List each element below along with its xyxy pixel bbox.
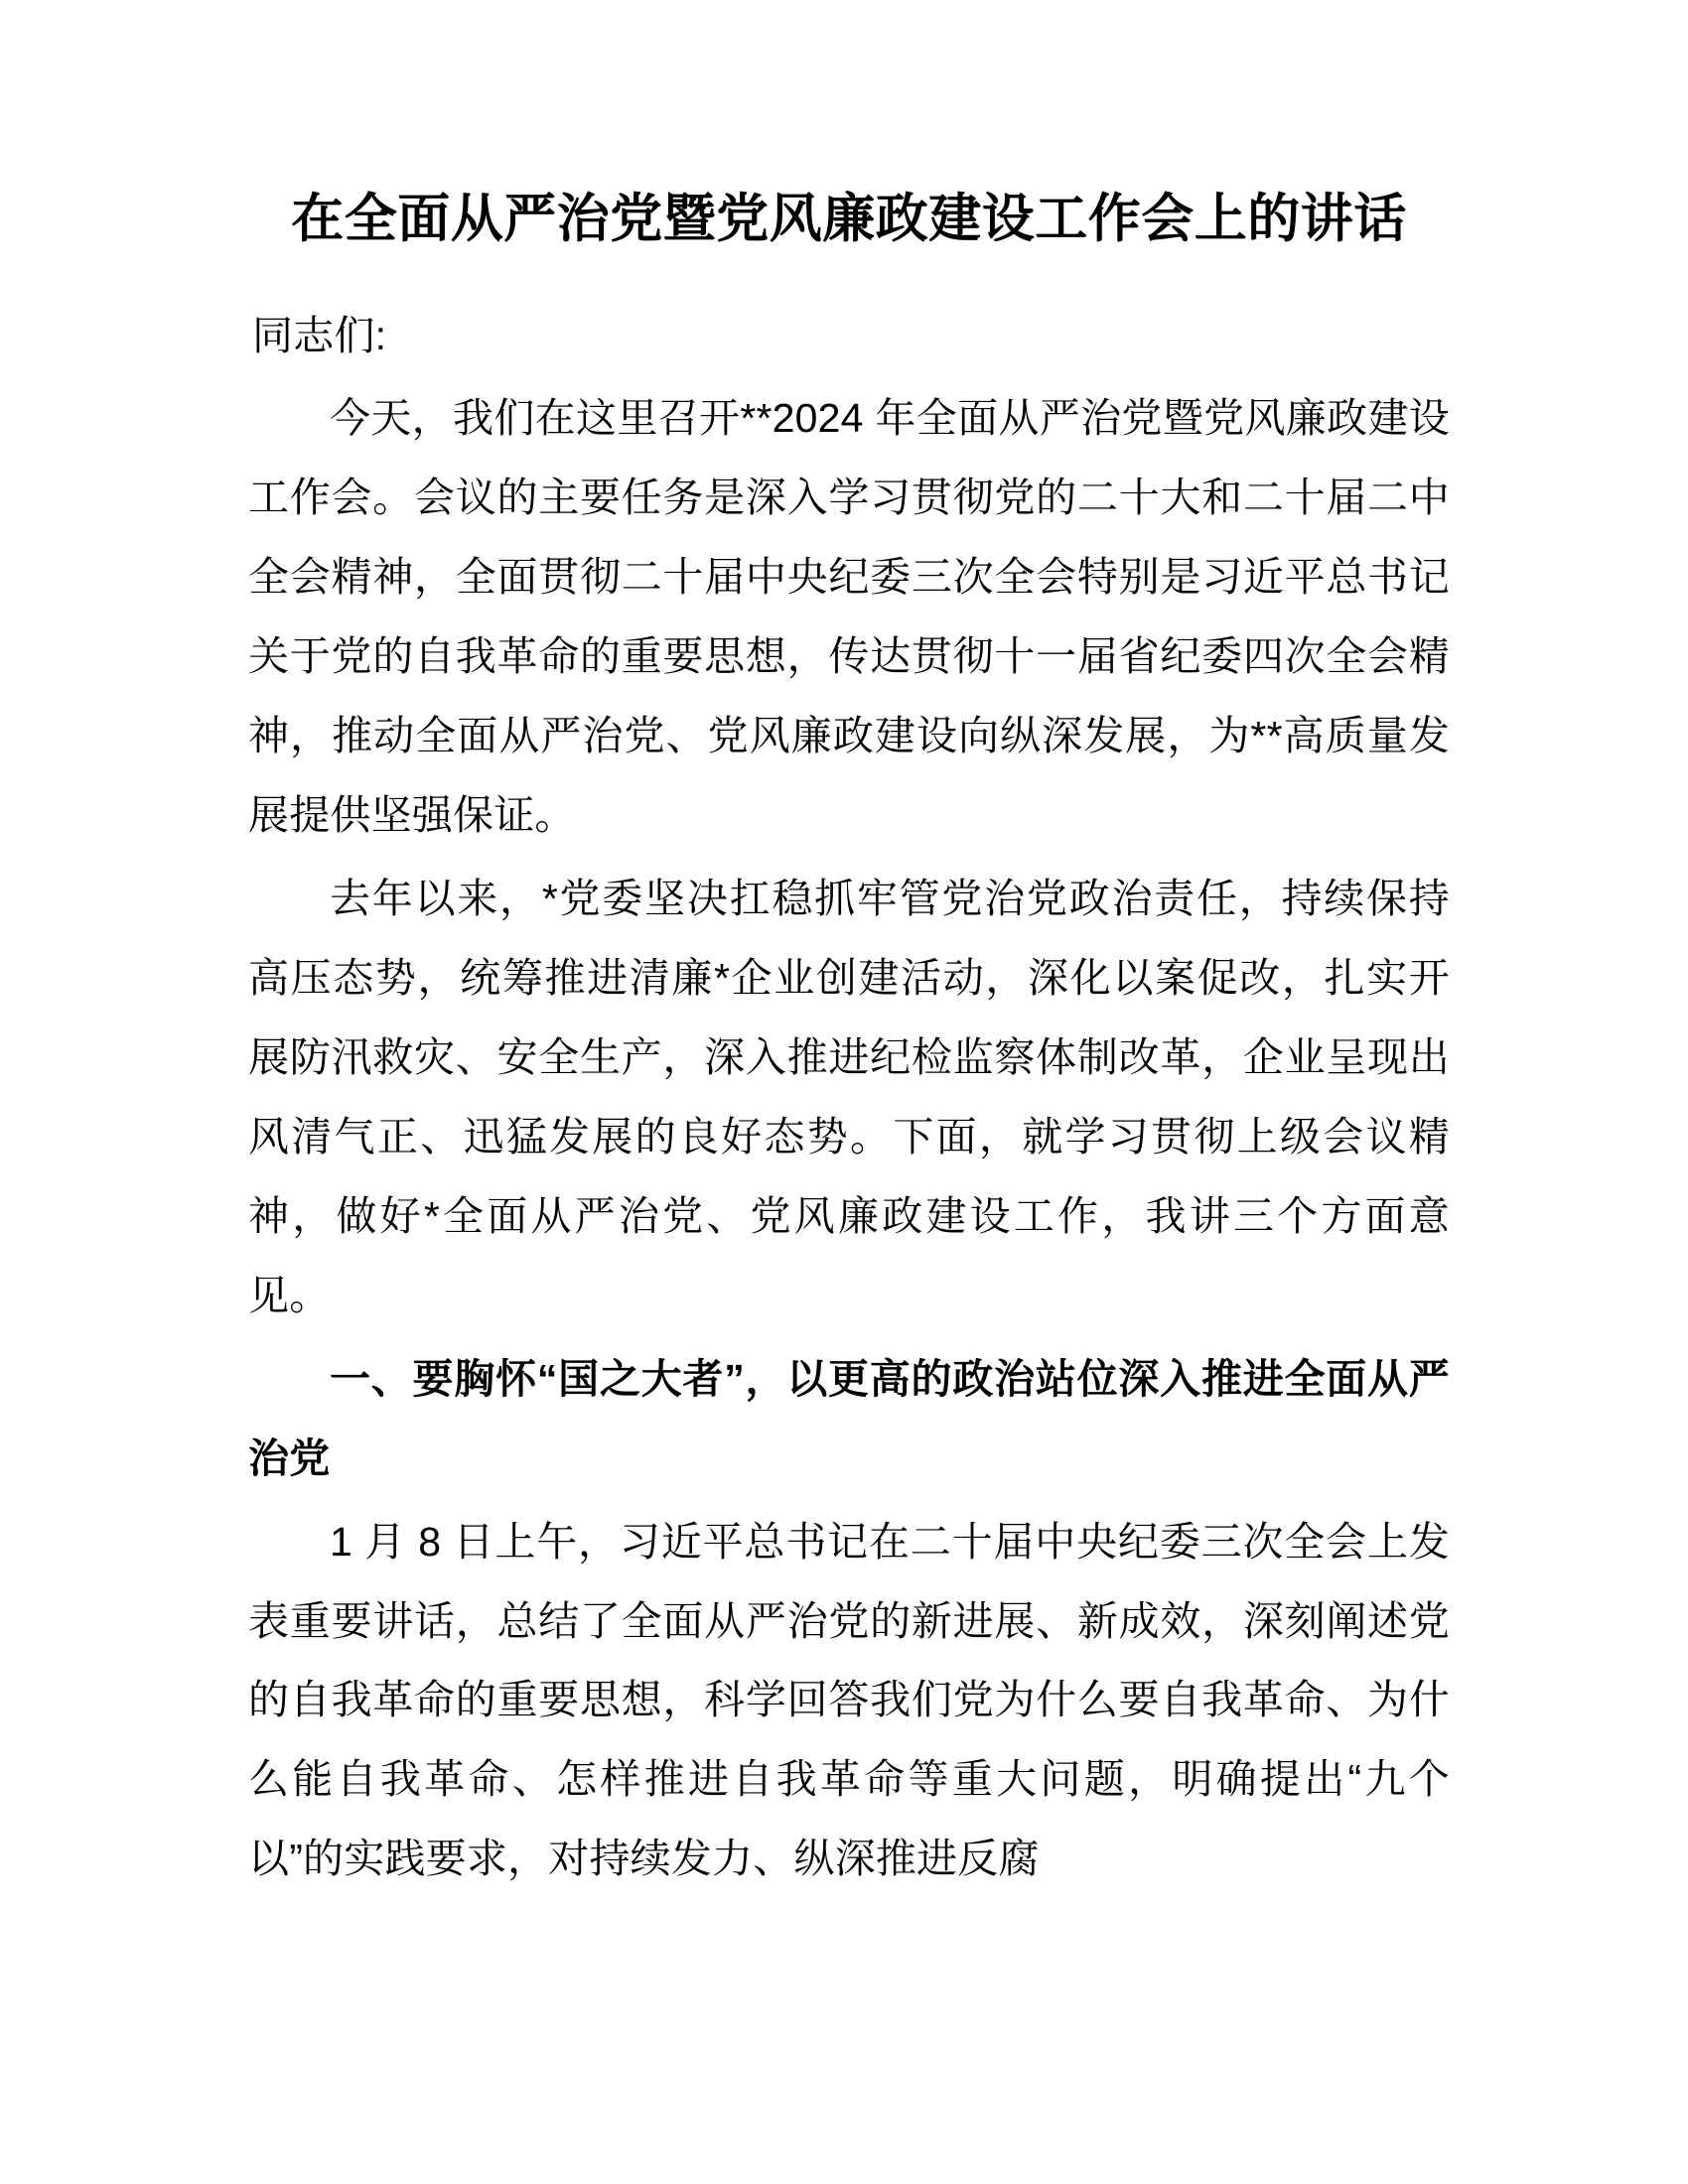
paragraph-section-one-body: 1 月 8 日上午，习近平总书记在二十届中央纪委三次全会上发表重要讲话，总结了全面从严治党的新进展、新成效，深刻阐述党的自我革命的重要思想，科学回答我们党为什么要自我革命、为什么能自我革命、怎样推进自我革命等重大问题，明确提出“九个以”的实践要求，对持续发力、纵深推进反腐 — [248, 1518, 1450, 1882]
section-heading-one: 一、要胸怀“国之大者”，以更高的政治站位深入推进全面从严治党 — [248, 1355, 1450, 1481]
page-title: 在全面从严治党暨党风廉政建设工作会上的讲话 — [291, 190, 1407, 248]
salutation: 同志们: — [252, 312, 387, 358]
paragraph-review: 去年以来，*党委坚决扛稳抓牢管党治党政治责任，持续保持高压态势，统筹推进清廉*企业创建活动，深化以案促改，扎实开展防汛救灾、安全生产，深入推进纪检监察体制改革，企业呈现出风清气正、迅猛发展的良好态势。下面，就学习贯彻上级会议精神，做好*全面从严治党、党风廉政建设工作，我讲三个方面意见。 — [248, 876, 1450, 1318]
document-body — [248, 0, 1450, 1899]
paragraph-opening: 今天，我们在这里召开**2024 年全面从严治党暨党风廉政建设工作会。会议的主要任务是深入学习贯彻党的二十大和二十届二中全会精神，全面贯彻二十届中央纪委三次全会特别是习近平总书记关于党的自我革命的重要思想，传达贯彻十一届省纪委四次全会精神，推动全面从严治党、党风廉政建设向纵深发展，为**高质量发展提供坚强保证。 — [248, 395, 1450, 839]
